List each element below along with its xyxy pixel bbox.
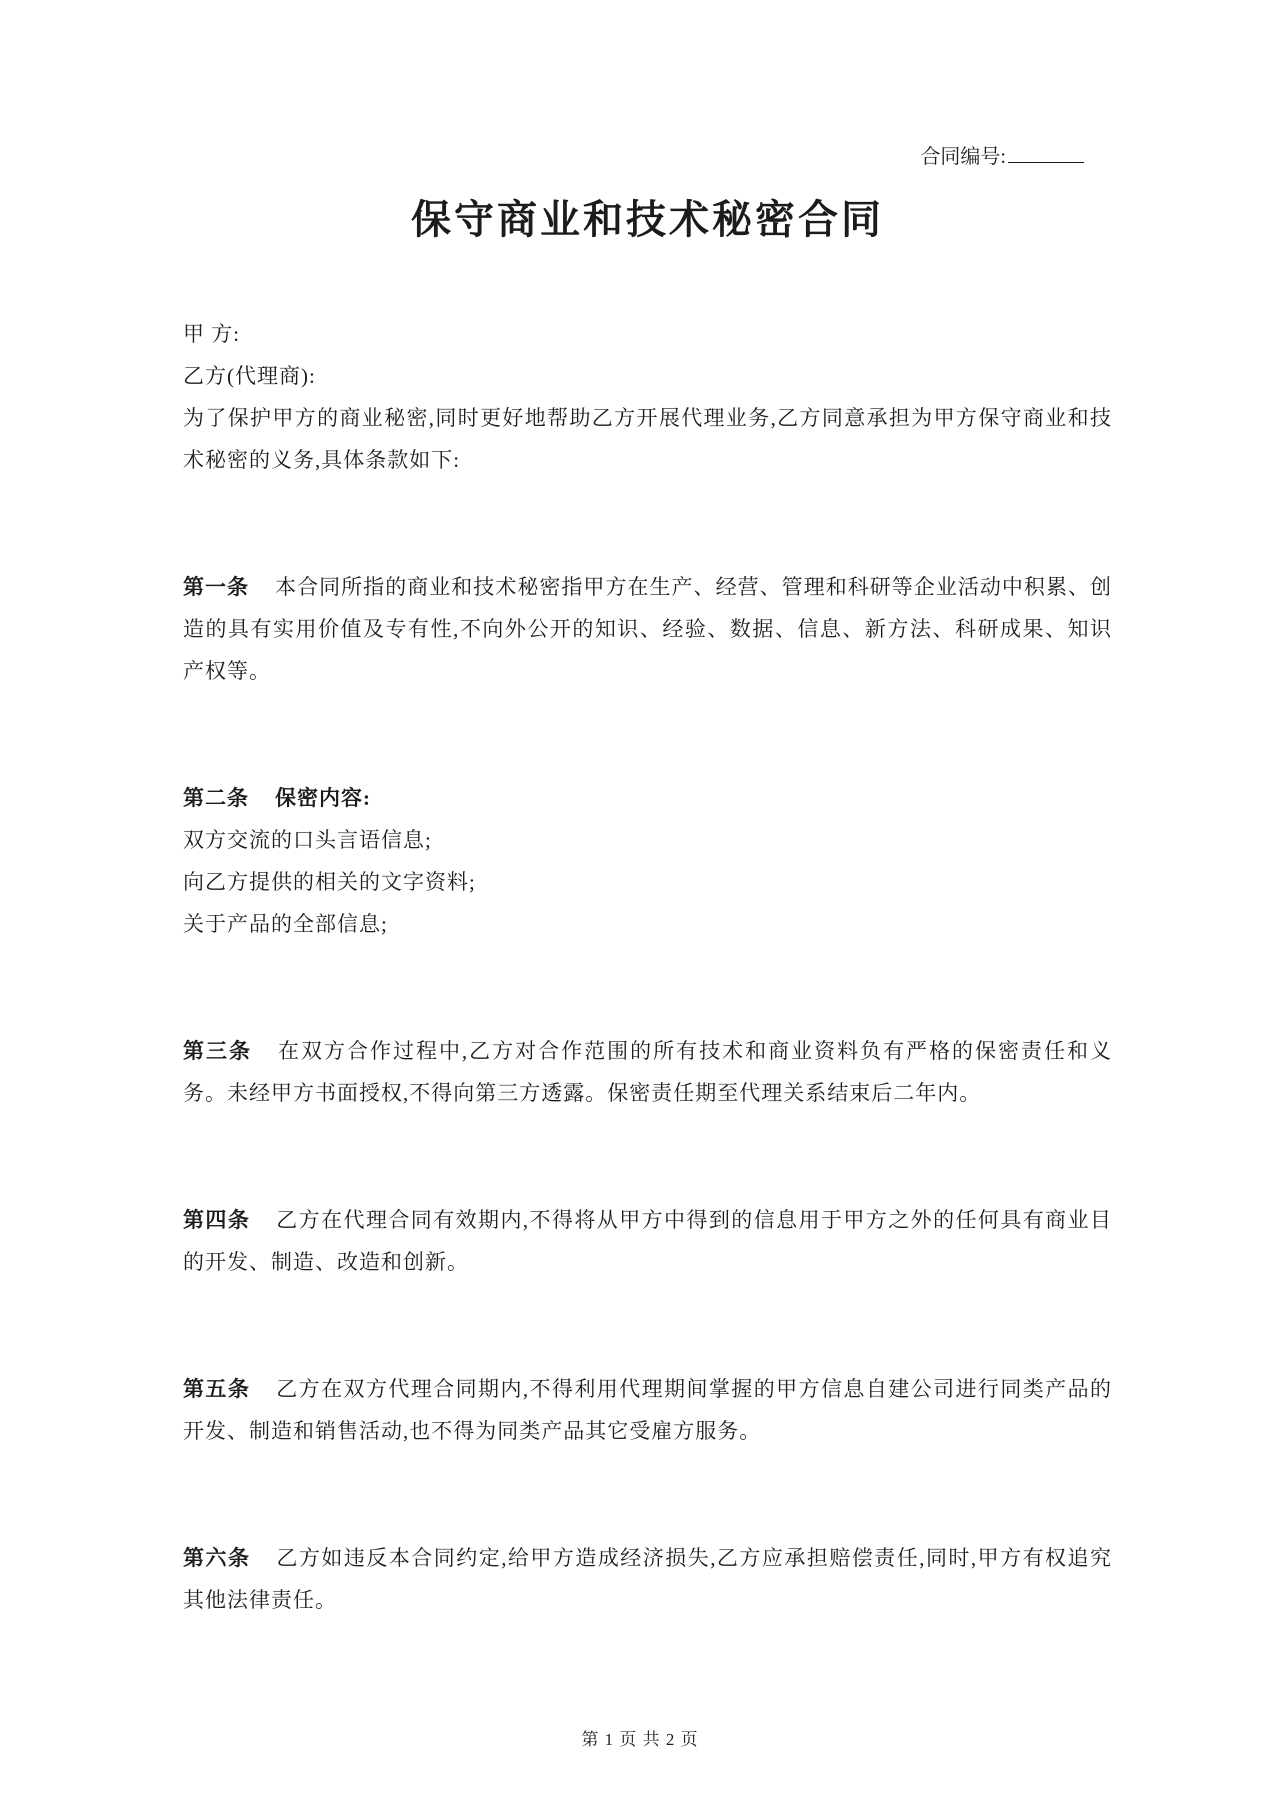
- contract-number-line: [183, 141, 1112, 171]
- contract-number-blank: [1008, 141, 1084, 163]
- party-a-line: 甲 方:: [183, 322, 241, 346]
- article-3-label: 第三条: [183, 1039, 252, 1063]
- page-number: 第 1 页 共 2 页: [581, 1730, 699, 1749]
- article-6: [183, 1537, 1112, 1621]
- article-4: [183, 1199, 1112, 1283]
- article-3-text: 在双方合作过程中,乙方对合作范围的所有技术和商业资料负有严格的保密责任和义务。未经甲方书面授权,不得向第三方透露。保密责任期至代理关系结束后二年内。: [183, 1039, 1113, 1105]
- intro-paragraph: 为了保护甲方的商业秘密,同时更好地帮助乙方开展代理业务,乙方同意承担为甲方保守商业和技术秘密的义务,具体条款如下:: [183, 406, 1112, 472]
- article-2-heading-line: [183, 777, 1112, 819]
- document-title: 保守商业和技术秘密合同: [411, 197, 884, 242]
- article-5-label: 第五条: [183, 1377, 251, 1401]
- article-1: [183, 566, 1112, 692]
- party-b-line: 乙方(代理商):: [183, 364, 316, 388]
- article-5-text: 乙方在双方代理合同期内,不得利用代理期间掌握的甲方信息自建公司进行同类产品的开发、制造和销售活动,也不得为同类产品其它受雇方服务。: [183, 1377, 1113, 1443]
- article-2-heading: 保密内容:: [275, 786, 371, 810]
- article-2-item-1: 双方交流的口头言语信息;: [183, 828, 432, 852]
- article-1-text: 本合同所指的商业和技术秘密指甲方在生产、经营、管理和科研等企业活动中积累、创造的具有实用价值及专有性,不向外公开的知识、经验、数据、信息、新方法、科研成果、知识产权等。: [183, 575, 1112, 683]
- article-5: [183, 1368, 1112, 1452]
- article-2-item-2: 向乙方提供的相关的文字资料;: [183, 870, 476, 894]
- article-2-label: 第二条: [183, 786, 249, 810]
- article-4-text: 乙方在代理合同有效期内,不得将从甲方中得到的信息用于甲方之外的任何具有商业目的开发、制造、改造和创新。: [183, 1208, 1113, 1274]
- article-6-label: 第六条: [183, 1546, 251, 1570]
- article-3: [183, 1030, 1112, 1114]
- article-4-label: 第四条: [183, 1208, 251, 1232]
- article-1-label: 第一条: [183, 575, 250, 599]
- article-2-item-3: 关于产品的全部信息;: [183, 912, 388, 936]
- article-2: [183, 777, 1112, 945]
- article-6-text: 乙方如违反本合同约定,给甲方造成经济损失,乙方应承担赔偿责任,同时,甲方有权追究其他法律责任。: [183, 1546, 1113, 1612]
- contract-number-label: 合同编号:: [920, 146, 1006, 168]
